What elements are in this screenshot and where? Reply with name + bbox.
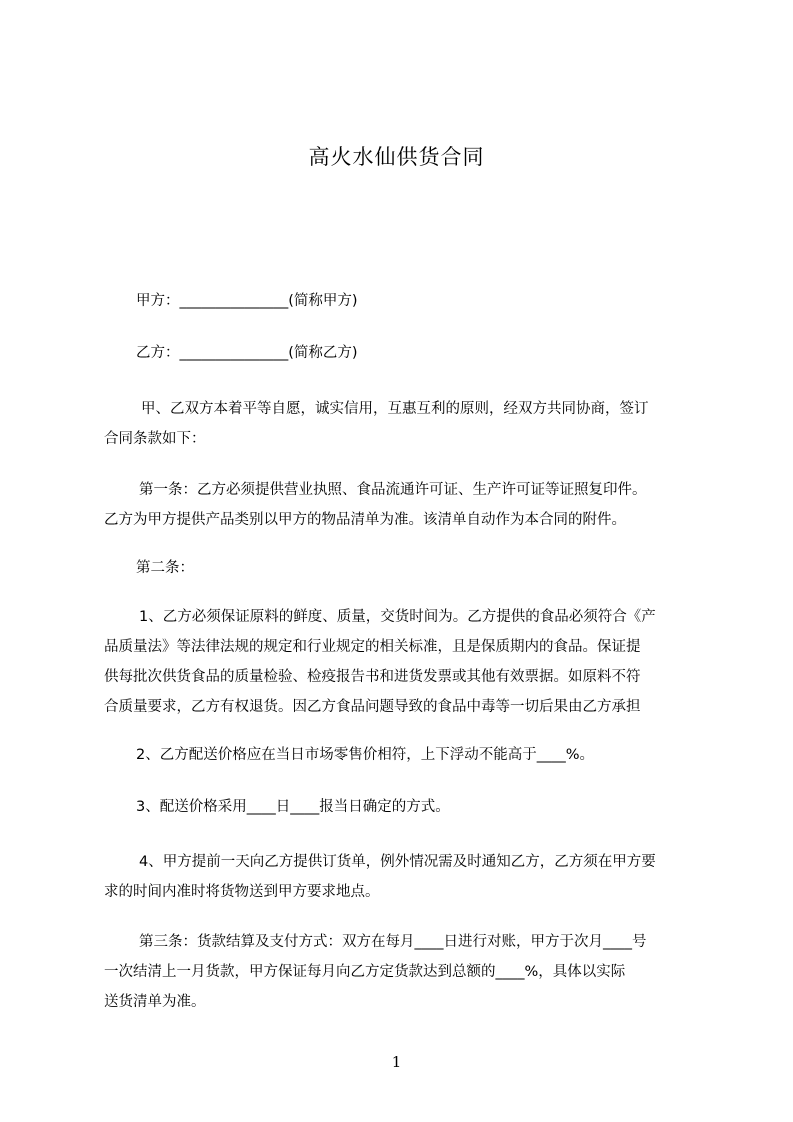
article-2-item-4-line: 求的时间内准时将货物送到甲方要求地点。: [104, 884, 380, 900]
article-1-line: 乙方为甲方提供产品类别以甲方的物品清单为准。该清单自动作为本合同的附件。: [104, 512, 626, 528]
article-2-item-1-line: 合质量要求，乙方有权退货。因乙方食品问题导致的食品中毒等一切后果由乙方承担: [104, 699, 641, 715]
article-3-line: 一次结清上一月货款，甲方保证每月向乙方定货款达到总额的____%，具体以实际: [104, 964, 626, 980]
intro-line: 合同条款如下：: [104, 431, 206, 447]
article-2-item-1-line: 供每批次供货食品的质量检验、检疫报告书和进货发票或其他有效票据。如原料不符: [104, 669, 641, 685]
article-2-item-1-line: 品质量法》等法律法规的规定和行业规定的相关标准，且是保质期内的食品。保证提: [104, 639, 641, 655]
article-2-heading: [104, 553, 700, 583]
party-a-line: [104, 286, 700, 316]
article-3-line: 第三条：货款结算及支付方式：双方在每月____日进行对账，甲方于次月____号: [139, 934, 647, 950]
article-2-item-4-line: 4、甲方提前一天向乙方提供订货单，例外情况需及时通知乙方，乙方须在甲方要: [139, 854, 656, 870]
article-3-paragraph: [104, 927, 700, 1017]
article-2-item-1: [104, 602, 700, 722]
article-2-item-1-line: 1、乙方必须保证原料的鲜度、质量，交货时间为。乙方提供的食品必须符合《产: [139, 609, 656, 625]
article-2-item-2: [104, 740, 700, 770]
article-1-line: 第一条：乙方必须提供营业执照、食品流通许可证、生产许可证等证照复印件。: [139, 482, 647, 498]
party-b-text: 乙方：_______________(简称乙方): [136, 345, 358, 361]
article-2-item-3: [104, 792, 700, 822]
page-number: 1: [391, 1053, 402, 1071]
party-a-text: 甲方：_______________(简称甲方): [136, 293, 358, 309]
article-2-item-4: [104, 847, 700, 907]
party-b-line: [104, 338, 700, 368]
intro-paragraph: [104, 394, 700, 454]
article-1-paragraph: [104, 475, 700, 535]
article-3-line: 送货清单为准。: [104, 994, 206, 1010]
intro-line: 甲、乙双方本着平等自愿，诚实信用，互惠互利的原则，经双方共同协商，签订: [141, 401, 649, 417]
article-2-item-3-text: 3、配送价格采用____日____报当日确定的方式。: [136, 799, 450, 815]
article-2-item-2-text: 2、乙方配送价格应在当日市场零售价相符，上下浮动不能高于____%。: [136, 747, 595, 763]
document-title: 高火水仙供货合同: [308, 145, 485, 169]
article-2-heading-text: 第二条：: [136, 560, 194, 576]
